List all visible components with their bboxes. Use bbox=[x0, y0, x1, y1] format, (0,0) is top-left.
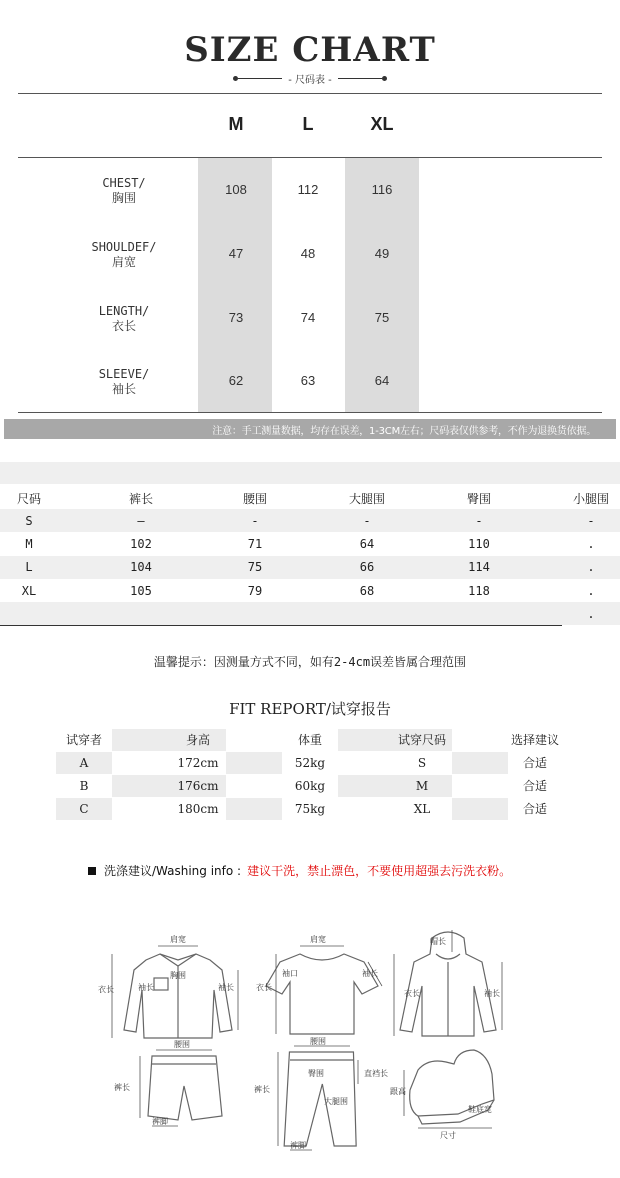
trousers-waist-label: 腰围 bbox=[310, 1037, 326, 1046]
fit-cell: 172cm bbox=[177, 756, 219, 770]
row-label-en: CHEST/ bbox=[102, 176, 146, 190]
trousers-length-label: 裤长 bbox=[254, 1085, 270, 1094]
fit-cell: C bbox=[79, 802, 89, 816]
shirt-sleeve2-label: 袖长 bbox=[218, 983, 234, 992]
size-header-xl: XL bbox=[370, 114, 394, 134]
pants-cell: 68 bbox=[359, 584, 375, 598]
fit-cell: S bbox=[417, 756, 427, 770]
fit-cell: 52kg bbox=[294, 756, 326, 770]
fit-cell: 合适 bbox=[522, 756, 547, 770]
row-label-shoulder bbox=[64, 240, 184, 270]
row-label-sleeve bbox=[64, 367, 184, 397]
fit-cell: A bbox=[79, 756, 89, 770]
fit-header: 试穿者 bbox=[65, 733, 102, 747]
fit-cell: B bbox=[79, 779, 89, 793]
measurement-tip: 温馨提示：因测量方式不同，如有2-4cm误差皆属合理范围 bbox=[153, 655, 467, 669]
fit-shade bbox=[226, 752, 282, 774]
row-label-en: LENGTH/ bbox=[98, 304, 150, 318]
row-label-cn: 衣长 bbox=[111, 319, 136, 333]
table-stripe bbox=[0, 602, 620, 625]
pants-cell: 64 bbox=[359, 537, 375, 551]
trousers-diagram-icon bbox=[248, 1036, 388, 1154]
pants-cell: 71 bbox=[247, 537, 263, 551]
fit-cell: 176cm bbox=[177, 779, 219, 793]
row-label-cn: 胸围 bbox=[111, 191, 136, 205]
hoodie-diagram-icon bbox=[388, 926, 508, 1046]
pants-header: 裤长 bbox=[128, 492, 153, 506]
shoe-diagram-icon bbox=[388, 1040, 508, 1140]
hoodie-sleeve-label: 袖长 bbox=[484, 989, 500, 998]
pants-cell: - bbox=[363, 514, 371, 528]
pants-cell: L bbox=[25, 560, 33, 574]
tshirt-diagram-icon bbox=[250, 930, 390, 1045]
washing-text: 建议干洗，禁止漂色，不要使用超强去污洗衣粉。 bbox=[247, 864, 512, 878]
pants-cell: 102 bbox=[130, 537, 152, 551]
hoodie-length-label: 衣长 bbox=[404, 989, 420, 998]
pants-cell: - bbox=[251, 514, 259, 528]
pants-cell: 66 bbox=[359, 560, 375, 574]
value-cell: 75 bbox=[374, 310, 390, 325]
washing-info bbox=[88, 862, 511, 879]
pants-header: 臀围 bbox=[466, 492, 491, 506]
row-label-cn: 肩宽 bbox=[111, 255, 136, 269]
pants-header: 腰围 bbox=[242, 492, 267, 506]
pants-header: 大腿围 bbox=[348, 492, 385, 506]
fit-report-title: FIT REPORT/试穿报告 bbox=[229, 700, 391, 718]
note-bar bbox=[4, 419, 616, 439]
tshirt-cuff-label: 袖口 bbox=[282, 969, 298, 978]
pants-cell: . bbox=[587, 537, 595, 551]
fit-shade bbox=[226, 798, 282, 820]
pants-cell: 104 bbox=[130, 560, 152, 574]
value-cell: 49 bbox=[374, 246, 390, 261]
page-subtitle: - 尺码表 - bbox=[288, 74, 332, 86]
shirt-chest-label: 胸围 bbox=[170, 971, 186, 980]
shirt-diagram-icon bbox=[98, 930, 258, 1045]
value-cell: 48 bbox=[300, 246, 316, 261]
shirt-sleeve-label: 袖长 bbox=[138, 983, 154, 992]
divider-dot bbox=[382, 76, 387, 81]
pants-header: 小腿围 bbox=[572, 492, 609, 506]
pants-cell: 110 bbox=[468, 537, 490, 551]
divider-line bbox=[238, 78, 282, 79]
hoodie-hat-label: 帽长 bbox=[430, 937, 446, 946]
pants-cell: - bbox=[587, 514, 595, 528]
pants-header: 尺码 bbox=[16, 492, 41, 506]
pants-cell: 118 bbox=[468, 584, 490, 598]
tshirt-sleeve-label: 袖长 bbox=[362, 969, 378, 978]
washing-label: 洗涤建议/Washing info : bbox=[104, 864, 242, 878]
table-head-rule bbox=[18, 157, 602, 158]
fit-cell: 75kg bbox=[294, 802, 326, 816]
value-cell: 62 bbox=[228, 373, 244, 388]
fit-cell: 合适 bbox=[522, 802, 547, 816]
tshirt-length-label: 衣长 bbox=[256, 983, 272, 992]
pants-cell: S bbox=[25, 514, 33, 528]
size-header-m: M bbox=[228, 114, 244, 134]
row-label-cn: 袖长 bbox=[111, 382, 136, 396]
bullet-square-icon bbox=[88, 867, 96, 875]
shirt-length-label: 衣长 bbox=[98, 985, 114, 994]
table-top-rule bbox=[18, 93, 602, 94]
table-stripe bbox=[0, 462, 620, 484]
row-label-en: SHOULDEF/ bbox=[91, 240, 157, 254]
pants-cell: . bbox=[587, 607, 595, 621]
value-cell: 73 bbox=[228, 310, 244, 325]
value-cell: 63 bbox=[300, 373, 316, 388]
trousers-rise-label: 直裆长 bbox=[364, 1069, 388, 1078]
pants-cell: 75 bbox=[247, 560, 263, 574]
value-cell: 116 bbox=[371, 182, 393, 197]
pants-cell: - bbox=[475, 514, 483, 528]
pants-cell: M bbox=[25, 537, 33, 551]
shorts-diagram-icon bbox=[108, 1038, 238, 1133]
value-cell: 108 bbox=[225, 182, 247, 197]
pants-cell: 105 bbox=[130, 584, 152, 598]
fit-cell: 180cm bbox=[177, 802, 219, 816]
value-cell: 64 bbox=[374, 373, 390, 388]
pants-cell: 114 bbox=[468, 560, 490, 574]
value-cell: 112 bbox=[297, 182, 319, 197]
shoe-size-label: 尺寸 bbox=[440, 1131, 456, 1140]
shorts-hem-label: 裤脚 bbox=[152, 1117, 168, 1126]
subtitle-row bbox=[0, 70, 620, 86]
measurement-note: 注意：手工测量数据，均存在误差，1-3CM左右；尺码表仅供参考，不作为退换货依据。 bbox=[212, 426, 596, 437]
fit-cell: 合适 bbox=[522, 779, 547, 793]
shorts-length-label: 裤长 bbox=[114, 1083, 130, 1092]
fit-header: 体重 bbox=[297, 733, 322, 747]
shoe-width-label: 鞋底宽 bbox=[468, 1105, 492, 1114]
shirt-shoulder-label: 肩宽 bbox=[170, 935, 186, 944]
pants-cell: 79 bbox=[247, 584, 263, 598]
table-stripe bbox=[0, 556, 620, 579]
shoe-heel-label: 跟高 bbox=[390, 1087, 406, 1096]
value-cell: 47 bbox=[228, 246, 244, 261]
row-label-chest bbox=[64, 176, 184, 206]
trousers-hem-label: 裤脚 bbox=[290, 1141, 306, 1150]
fit-cell: XL bbox=[413, 802, 431, 816]
table-stripe bbox=[0, 509, 620, 532]
shorts-waist-label: 腰围 bbox=[174, 1040, 190, 1049]
pants-cell: — bbox=[137, 514, 145, 528]
fit-cell: M bbox=[415, 779, 429, 793]
divider-line bbox=[338, 78, 382, 79]
value-cell: 74 bbox=[300, 310, 316, 325]
table-bottom-rule bbox=[0, 625, 562, 626]
pants-cell: . bbox=[587, 584, 595, 598]
size-header-l: L bbox=[302, 114, 314, 134]
trousers-thigh-label: 大腿围 bbox=[324, 1097, 348, 1106]
tshirt-shoulder-label: 肩宽 bbox=[310, 935, 326, 944]
row-label-en: SLEEVE/ bbox=[98, 367, 150, 381]
trousers-hip-label: 臀围 bbox=[308, 1069, 324, 1078]
fit-header: 身高 bbox=[185, 733, 210, 747]
fit-header: 试穿尺码 bbox=[397, 733, 446, 747]
pants-cell: XL bbox=[21, 584, 37, 598]
table-bottom-rule bbox=[18, 412, 602, 413]
pants-cell: . bbox=[587, 560, 595, 574]
fit-cell: 60kg bbox=[294, 779, 326, 793]
row-label-length bbox=[64, 304, 184, 334]
page-title: SIZE CHART bbox=[184, 30, 436, 70]
fit-header: 选择建议 bbox=[510, 733, 559, 747]
